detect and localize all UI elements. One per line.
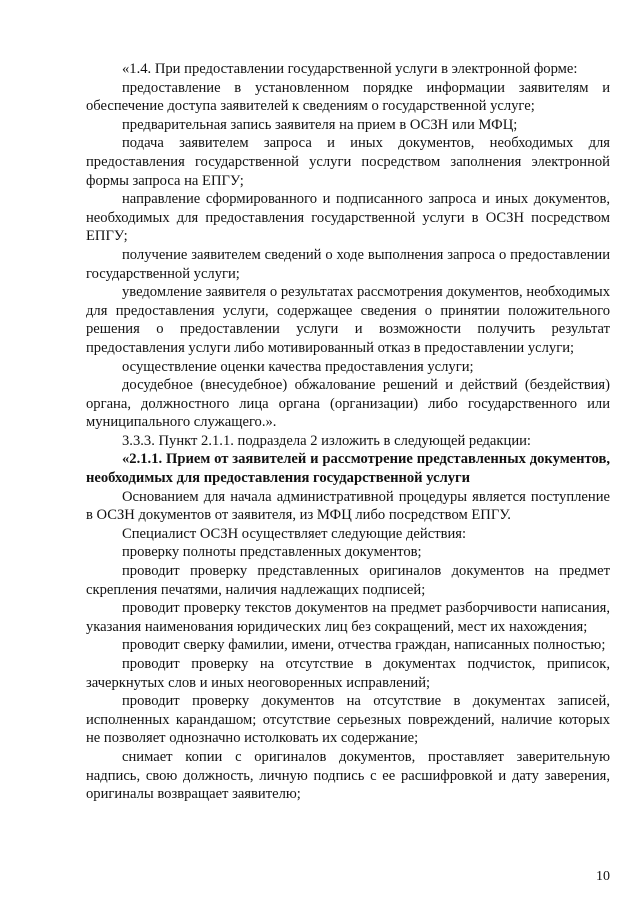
paragraph: подача заявителем запроса и иных документов, необходимых для предоставления государственной услуги посредством заполнения электронной формы запроса на ЕПГУ; bbox=[86, 135, 610, 189]
paragraph: осуществление оценки качества предоставления услуги; bbox=[122, 358, 474, 375]
page-number: 10 bbox=[596, 869, 610, 884]
paragraph: снимает копии с оригиналов документов, проставляет заверительную надпись, свою должность, личную подпись с ее расшифровкой и дату заверения, оригиналы возвращает заявителю; bbox=[86, 748, 610, 803]
paragraph: проверку полноты представленных документов; bbox=[122, 544, 422, 561]
paragraph: проводит проверку представленных оригиналов документов на предмет скрепления печатями, наличия надлежащих подписей; bbox=[86, 563, 610, 598]
paragraph: Основанием для начала административной процедуры является поступление в ОСЗН документов от заявителя, из МФЦ либо посредством ЕПГУ. bbox=[86, 488, 610, 524]
document-body bbox=[86, 60, 610, 804]
paragraph: получение заявителем сведений о ходе выполнения запроса о предоставлении государственной услуги; bbox=[86, 246, 610, 282]
paragraph: предварительная запись заявителя на прием в ОСЗН или МФЦ; bbox=[122, 116, 518, 133]
section-heading: «2.1.1. Прием от заявителей и рассмотрение представленных документов, необходимых для предоставления государственной услуги bbox=[86, 451, 610, 487]
paragraph: проводит проверку текстов документов на предмет разборчивости написания, указания наименования юридических лиц без сокращений, мест их нахождения; bbox=[86, 600, 610, 635]
paragraph: досудебное (внесудебное) обжалование решений и действий (бездействия) органа, должностного лица органа (организации) либо государственного или муниципального служащего.». bbox=[86, 377, 610, 431]
paragraph: проводит проверку документов на отсутствие в документах записей, исполненных карандашом; отсутствие серьезных повреждений, наличие которых не позволяет однозначно истолковать их содержание; bbox=[86, 693, 610, 747]
paragraph: «1.4. При предоставлении государственной услуги в электронной форме: bbox=[122, 61, 578, 77]
paragraph: проводит сверку фамилии, имени, отчества граждан, написанных полностью; bbox=[122, 637, 606, 654]
paragraph: предоставление в установленном порядке информации заявителям и обеспечение доступа заявителей к сведениям о государственной услуге; bbox=[86, 79, 610, 115]
paragraph: направление сформированного и подписанного запроса и иных документов, необходимых для предоставления государственной услуги в ОСЗН посредством ЕПГУ; bbox=[86, 191, 610, 245]
paragraph: 3.3.3. Пункт 2.1.1. подраздела 2 изложить в следующей редакции: bbox=[122, 432, 531, 449]
paragraph: Специалист ОСЗН осуществляет следующие действия: bbox=[122, 525, 467, 542]
paragraph: проводит проверку на отсутствие в документах подчисток, приписок, зачеркнутых слов и иных неоговоренных исправлений; bbox=[86, 656, 610, 691]
paragraph: уведомление заявителя о результатах рассмотрения документов, необходимых для предоставления услуги, содержащее сведения о принятии положительного решения о предоставлении услуги и возможности получить результат предоставления услуги либо мотивированный отказ в предоставлении услуги; bbox=[86, 284, 610, 356]
